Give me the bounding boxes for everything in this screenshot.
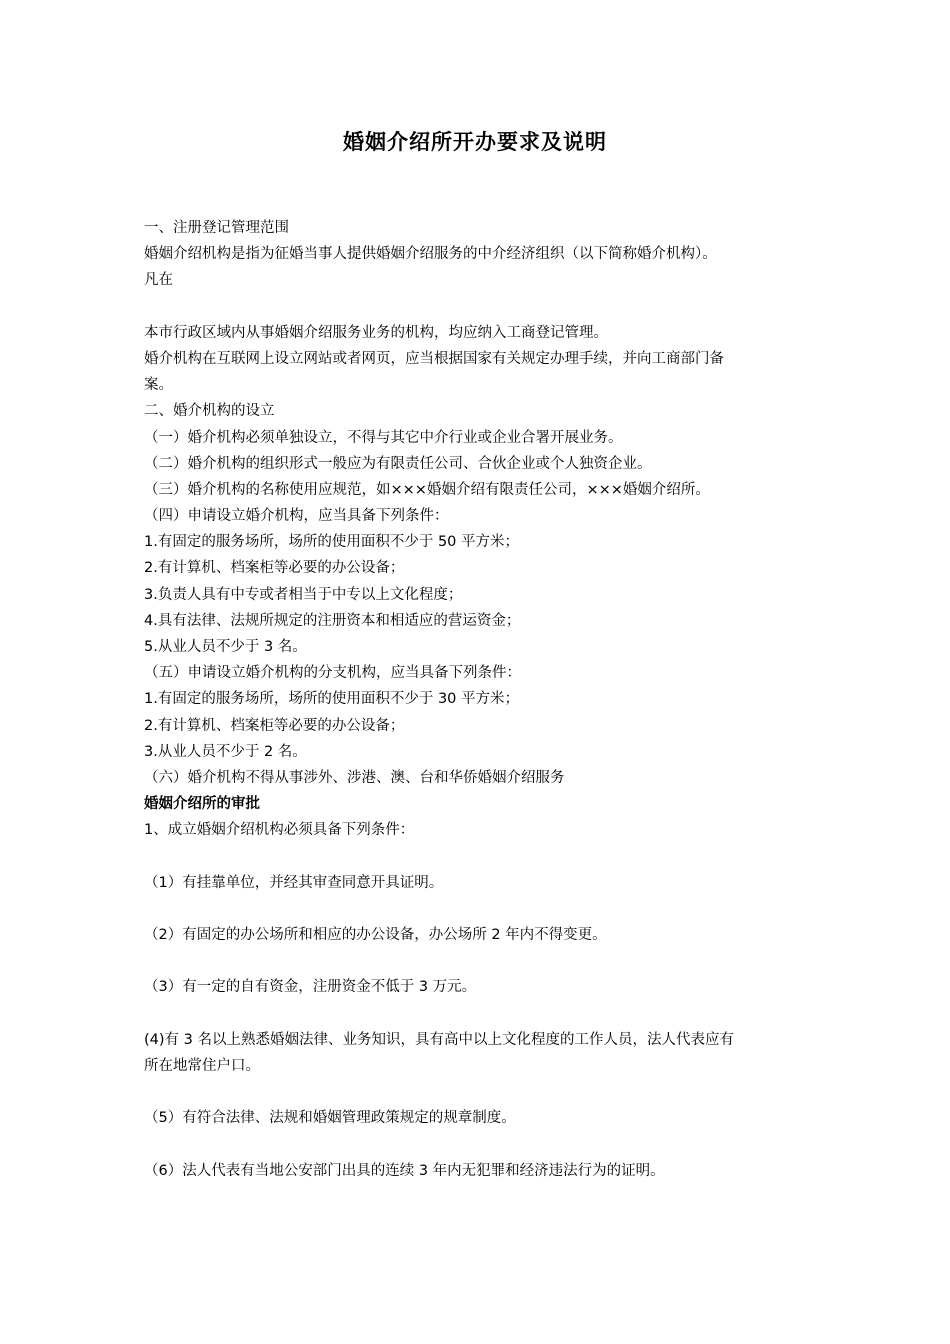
blank-line bbox=[144, 1001, 814, 1027]
list-item: （6）法人代表有当地公安部门出具的连续 3 年内无犯罪和经济违法行为的证明。 bbox=[144, 1162, 665, 1179]
document-body bbox=[144, 215, 814, 1184]
document-title: 婚姻介绍所开办要求及说明 bbox=[343, 130, 607, 154]
list-item: 1.有固定的服务场所，场所的使用面积不少于 30 平方米； bbox=[144, 691, 520, 708]
list-item: 2.有计算机、档案柜等必要的办公设备； bbox=[144, 560, 405, 577]
blank-line bbox=[144, 1132, 814, 1158]
list-item: 3.从业人员不少于 2 名。 bbox=[144, 743, 307, 760]
blank-line bbox=[144, 294, 814, 320]
list-item: （四）申请设立婚介机构，应当具备下列条件： bbox=[144, 508, 449, 525]
paragraph-line: 婚介机构在互联网上设立网站或者网页，应当根据国家有关规定办理手续，并向工商部门备 bbox=[144, 350, 724, 367]
list-item: （5）有符合法律、法规和婚姻管理政策规定的规章制度。 bbox=[144, 1110, 516, 1127]
list-item: （二）婚介机构的组织形式一般应为有限责任公司、合伙企业或个人独资企业。 bbox=[144, 455, 652, 472]
section-heading: 二、婚介机构的设立 bbox=[144, 403, 275, 420]
paragraph-line: 凡在 bbox=[144, 272, 173, 289]
list-item: （1）有挂靠单位，并经其审查同意开具证明。 bbox=[144, 874, 444, 891]
list-item: （2）有固定的办公场所和相应的办公设备，办公场所 2 年内不得变更。 bbox=[144, 927, 607, 944]
blank-line bbox=[144, 896, 814, 922]
list-item: 所在地常住户口。 bbox=[144, 1058, 260, 1074]
blank-line bbox=[144, 948, 814, 974]
paragraph-line: 本市行政区域内从事婚姻介绍服务业务的机构，均应纳入工商登记管理。 bbox=[144, 324, 608, 341]
blank-line bbox=[144, 844, 814, 870]
list-item: 5.从业人员不少于 3 名。 bbox=[144, 639, 307, 655]
list-item: (4)有 3 名以上熟悉婚姻法律、业务知识，具有高中以上文化程度的工作人员，法人代表应有 bbox=[144, 1031, 734, 1048]
list-item: 2.有计算机、档案柜等必要的办公设备； bbox=[144, 717, 405, 734]
blank-line bbox=[144, 1079, 814, 1105]
list-item: （一）婚介机构必须单独设立，不得与其它中介行业或企业合署开展业务。 bbox=[144, 429, 623, 446]
list-item: （五）申请设立婚介机构的分支机构，应当具备下列条件： bbox=[144, 665, 521, 682]
list-item: 3.负责人具有中专或者相当于中专以上文化程度； bbox=[144, 586, 463, 603]
section-heading: 一、注册登记管理范围 bbox=[144, 220, 289, 236]
list-item: 4.具有法律、法规所规定的注册资本和相适应的营运资金； bbox=[144, 612, 521, 629]
section-heading-bold: 婚姻介绍所的审批 bbox=[144, 796, 260, 813]
paragraph-line: 案。 bbox=[144, 377, 173, 394]
paragraph-line: 婚姻介绍机构是指为征婚当事人提供婚姻介绍服务的中介经济组织（以下简称婚介机构）。 bbox=[144, 246, 717, 263]
list-item: （三）婚介机构的名称使用应规范，如×××婚姻介绍有限责任公司，×××婚姻介绍所。 bbox=[144, 481, 710, 498]
list-item: 1.有固定的服务场所，场所的使用面积不少于 50 平方米； bbox=[144, 534, 520, 551]
list-item: （六）婚介机构不得从事涉外、涉港、澳、台和华侨婚姻介绍服务 bbox=[144, 769, 565, 786]
list-item: 1、成立婚姻介绍机构必须具备下列条件： bbox=[144, 822, 415, 839]
list-item: （3）有一定的自有资金，注册资金不低于 3 万元。 bbox=[144, 979, 477, 996]
